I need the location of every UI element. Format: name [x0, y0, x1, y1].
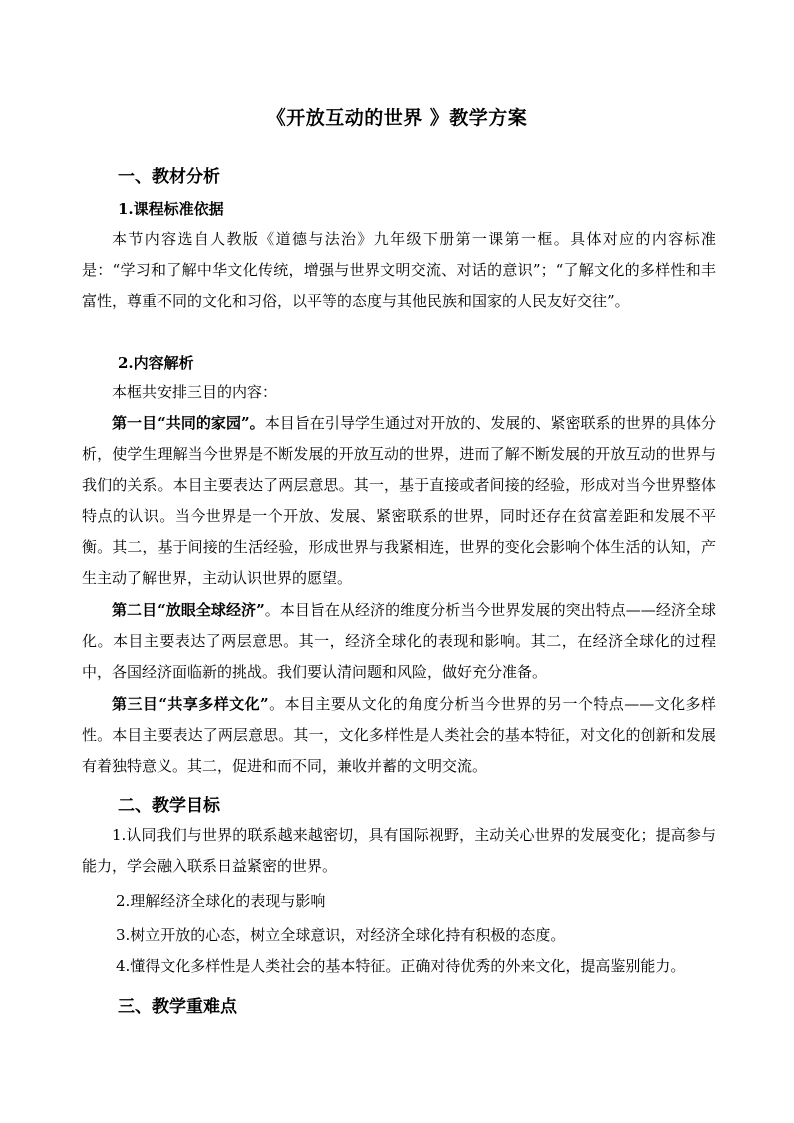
document-title: 《开放互动的世界 》教学方案: [266, 107, 528, 129]
goal-1: 1.认同我们与世界的联系越来越密切，具有国际视野，主动关心世界的发展变化；提高参与能力，学会融入联系日益紧密的世界。: [82, 826, 716, 875]
subheading-curriculum-standard: 1.课程标准依据: [118, 200, 224, 218]
paragraph-content-intro: 本框共安排三目的内容：: [112, 383, 278, 401]
paragraph-item-1: [82, 408, 716, 594]
item-3-text: 。本目主要从文化的角度分析当今世界的另一个特点——文化多样性。本目主要表达了两层意思。其一，文化多样性是人类社会的基本特征，对文化的创新和发展有着独特意义。其二，促进和而不同，兼收并蓄的文明交流。: [82, 695, 716, 775]
section-heading-key-difficulties: 三、教学重难点: [118, 997, 237, 1017]
section-heading-teaching-goals: 二、教学目标: [118, 796, 220, 816]
paragraph-item-3: [82, 689, 716, 782]
item-1-text: 本目旨在引导学生通过对开放的、发展的、紧密联系的世界的具体分析，使学生理解当今世界是不断发展的开放互动的世界，进而了解不断发展的开放互动的世界与我们的关系。本目主要表达了两层意思。其一，基于直接或者间接的经验，形成对当今世界整体特点的认识。当今世界是一个开放、发展、紧密联系的世界，同时还存在贫富差距和发展不平衡。其二，基于间接的生活经验，形成世界与我紧相连，世界的变化会影响个体生活的认知，产生主动了解世界，主动认识世界的愿望。: [82, 414, 716, 587]
goal-4: 4.懂得文化多样性是人类社会的基本特征。正确对待优秀的外来文化，提高鉴别能力。: [116, 957, 686, 975]
item-2-text: 。本目旨在从经济的维度分析当今世界发展的突出特点——经济全球化。本目主要表达了两层意思。其一，经济全球化的表现和影响。其二，在经济全球化的过程中，各国经济面临新的挑战。我们要认清问题和风险，做好充分准备。: [82, 601, 716, 681]
item-1-lead: 第一目“共同的家园”。: [112, 414, 265, 432]
paragraph-item-2: [82, 595, 716, 688]
subheading-content-analysis: 2.内容解析: [118, 354, 194, 372]
item-3-lead: 第三目“共享多样文化”: [112, 695, 269, 713]
paragraph-curriculum-standard: 本节内容选自人教版《道德与法治》九年级下册第一课第一框。具体对应的内容标准是：“学习和了解中华文化传统，增强与世界文明交流、对话的意识”；“了解文化的多样性和丰富性，尊重不同的文化和习俗，以平等的态度与其他民族和国家的人民友好交往”。: [82, 230, 716, 310]
goal-3: 3.树立开放的心态，树立全球意识，对经济全球化持有积极的态度。: [116, 926, 566, 944]
item-2-lead: 第二目“放眼全球经济”: [112, 601, 265, 619]
section-heading-textbook-analysis: 一、教材分析: [118, 167, 220, 187]
goal-2: 2.理解经济全球化的表现与影响: [116, 892, 326, 910]
